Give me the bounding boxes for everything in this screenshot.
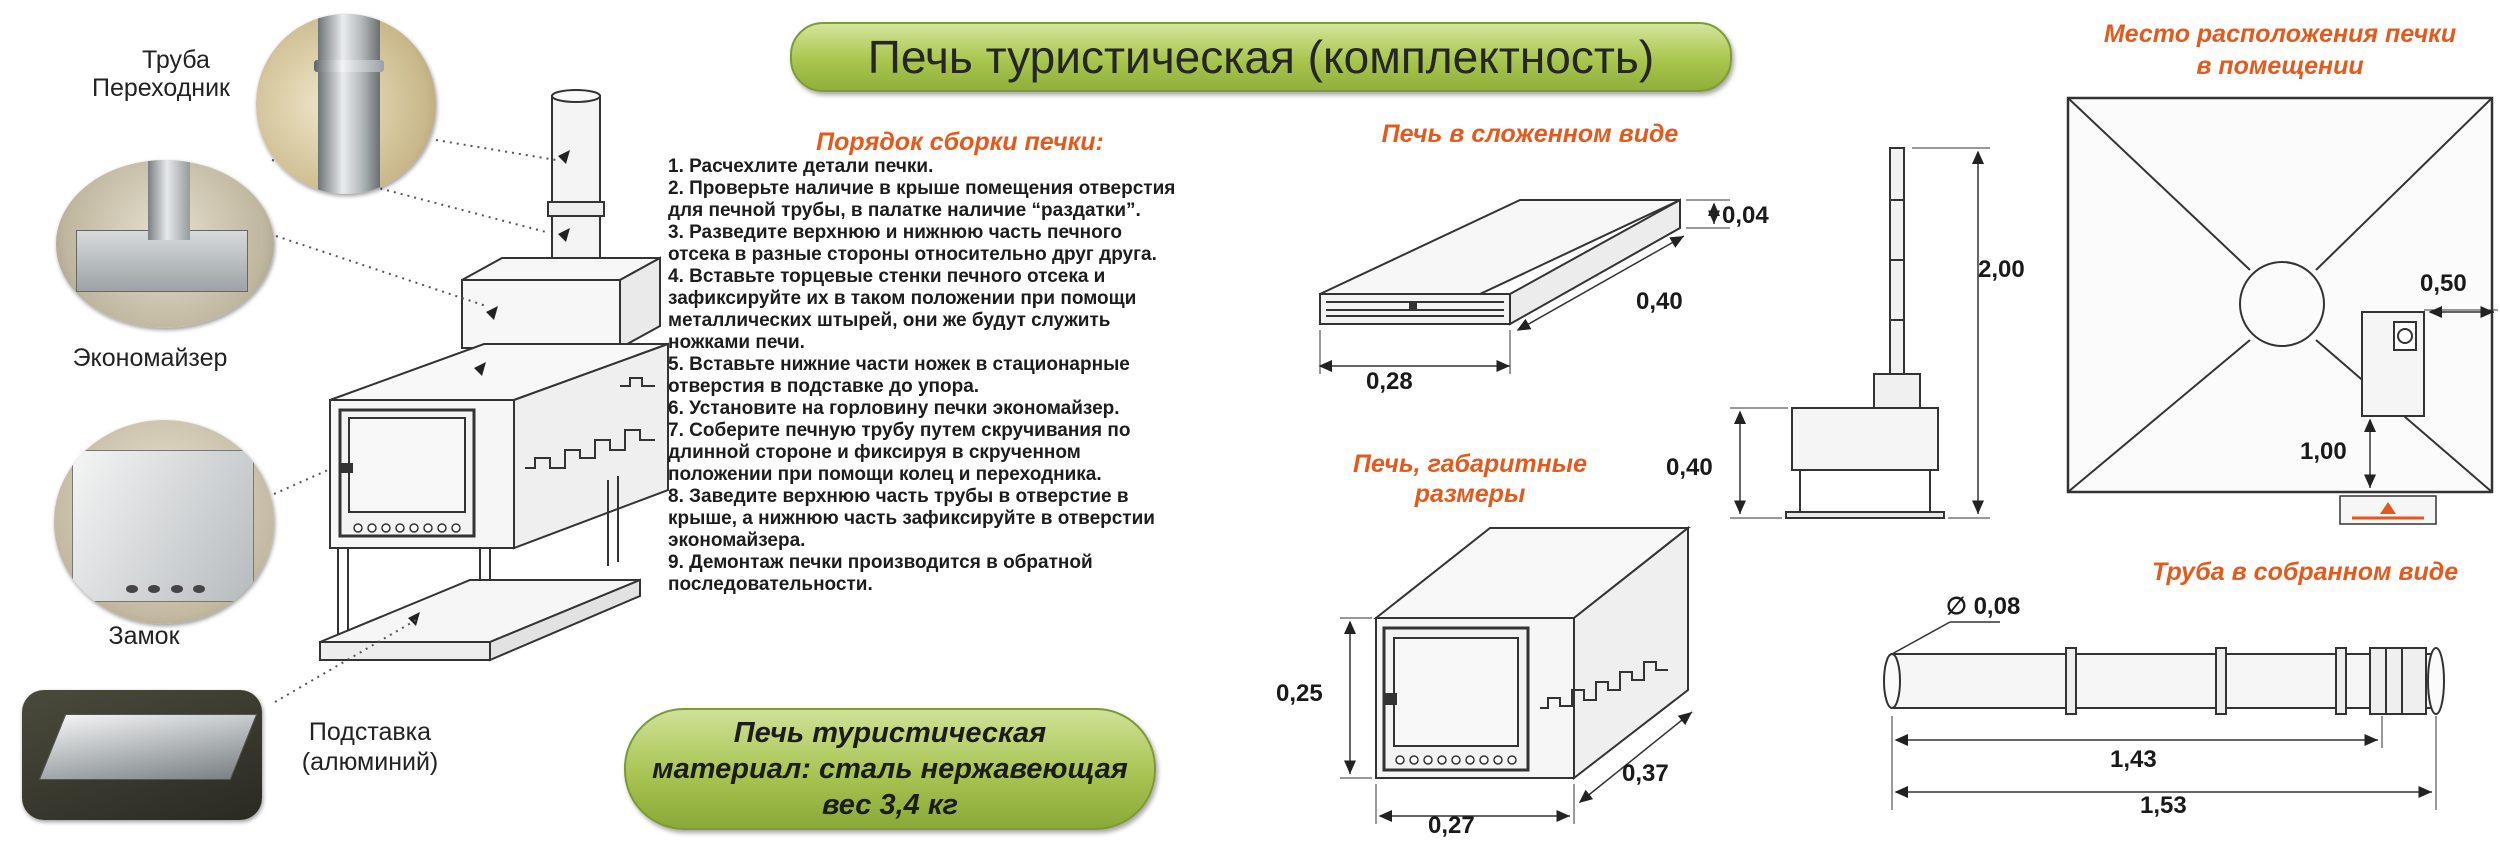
pipe-diameter-dim: ∅ 0,08 [1946,593,2021,620]
overall-heading-2: размеры [1414,480,1526,508]
folded-heading: Печь в сложенном виде [1381,120,1679,148]
label-adapter: Переходник [91,74,230,102]
material-line-weight: вес 3,4 кг [821,789,958,821]
stove-height-dim: 0,40 [1666,454,1713,481]
assembly-steps [668,156,1268,596]
material-banner [624,708,1156,830]
label-pipe: Труба [142,46,210,74]
pipe-total-length-dim: 1,53 [2140,792,2187,819]
step-line: 5. Вставьте нижние части ножек в стационарные [668,354,1130,375]
step-line: 9. Демонтаж печки производится в обратной [668,552,1093,573]
step-line: зафиксируйте их в таком положении при помощи [668,288,1137,309]
label-stand-material: (алюминий) [301,748,439,776]
overall-height-dim: 0,25 [1276,680,1323,707]
step-line: 1. Расчехлите детали печки. [668,156,934,177]
step-line: экономайзера. [668,530,806,551]
step-line: металлических штырей, они же будут служить [668,310,1111,331]
overall-length-dim: 0,37 [1622,760,1669,787]
economizer-photo [56,160,274,328]
placement-side-dim: 0,50 [2420,270,2467,297]
folded-stove-drawing [1320,200,1730,374]
pipe-adapter-photo [256,14,436,194]
step-line: 8. Заведите верхнюю часть трубы в отверстие в [668,486,1129,507]
step-line: 7. Соберите печную трубу путем скручивания по [668,420,1131,441]
folded-length-dim: 0,40 [1636,288,1683,315]
lock-photo [54,420,274,624]
assembly-heading: Порядок сборки печки: [816,128,1104,156]
step-line: 4. Вставьте торцевые стенки печного отсека и [668,266,1106,287]
step-line: для печной трубы, в палатке наличие “раздатки”. [668,200,1141,221]
overall-heading-1: Печь, габаритные [1353,450,1587,478]
overall-width-dim: 0,27 [1428,812,1475,839]
page-title: Печь туристическая (комплектность) [790,22,1732,92]
placement-wall-dim: 1,00 [2300,438,2347,465]
pipe-inner-length-dim: 1,43 [2110,746,2157,773]
side-view-drawing [1730,148,1990,518]
step-line: последовательности. [668,574,873,595]
total-height-dim: 2,00 [1978,256,2025,283]
placement-plan-drawing [2068,98,2498,524]
material-line-name: Печь туристическая [733,717,1047,749]
assembled-pipe-drawing [1884,622,2444,810]
placement-heading-2: в помещении [2196,52,2364,80]
label-stand: Подставка [308,718,432,746]
label-economizer: Экономайзер [72,344,228,372]
material-line-material: материал: сталь нержавеющая [652,753,1128,785]
step-line: отсека в разные стороны относительно друг друга. [668,244,1157,265]
step-line: крыше, а нижнюю часть зафиксируйте в отверстии [668,508,1155,529]
step-line: 6. Установите на горловину печки экономайзер. [668,398,1120,419]
placement-heading-1: Место расположения печки [2103,20,2457,48]
step-line: ножками печи. [668,332,805,353]
step-line: положении при помощи колец и переходника. [668,464,1102,485]
step-line: отверстия в подставке до упора. [668,376,980,397]
pipe-heading: Труба в собранном виде [2151,558,2459,586]
step-line: длинной стороне и фиксируя в скрученном [668,442,1081,463]
label-lock: Замок [108,622,180,650]
stand-photo [22,690,262,820]
step-line: 2. Проверьте наличие в крыше помещения отверстия [668,178,1176,199]
step-line: 3. Разведите верхнюю и нижнюю часть печного [668,222,1122,243]
folded-height-dim: 0,04 [1722,202,1769,229]
folded-width-dim: 0,28 [1366,368,1413,395]
